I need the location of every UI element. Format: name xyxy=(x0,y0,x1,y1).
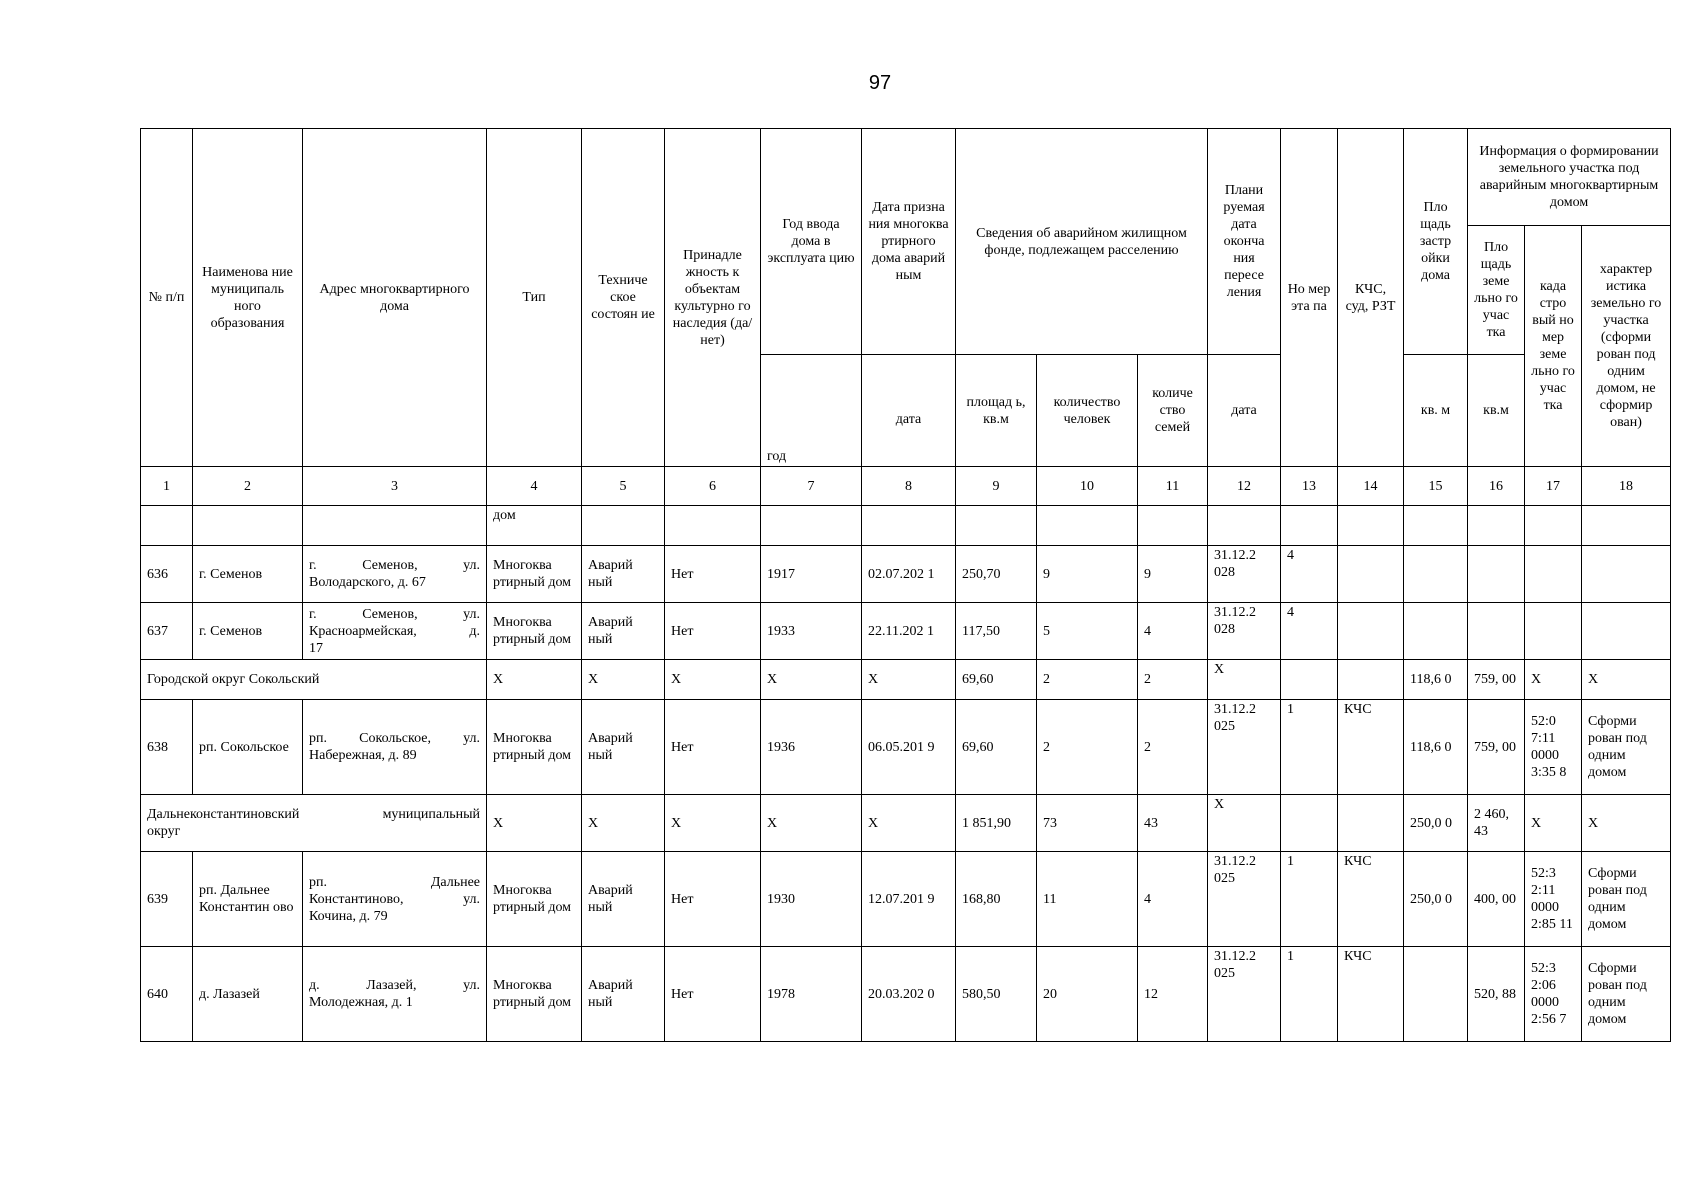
cell-build-area: 118,6 0 xyxy=(1404,660,1468,700)
cell-stage: 4 xyxy=(1281,603,1338,660)
header-heritage: Принадле жность к объектам культурно го наследия (да/нет) xyxy=(665,129,761,467)
cell-kchs: КЧС xyxy=(1338,700,1404,795)
header-area: площад ь, кв.м xyxy=(956,355,1037,467)
cell-stage: 1 xyxy=(1281,852,1338,947)
table-row xyxy=(141,700,1671,795)
cell-state: X xyxy=(582,660,665,700)
header-recognition-date: Дата призна ния многоква ртирного дома аварий ным xyxy=(862,129,956,355)
cell-type: дом xyxy=(487,506,582,546)
cell-plot-area xyxy=(1468,603,1525,660)
table-row xyxy=(141,603,1671,660)
column-number: 8 xyxy=(862,467,956,506)
column-number: 18 xyxy=(1582,467,1671,506)
cell-plot-char: Сформи рован под одним домом xyxy=(1582,852,1671,947)
cell-people: 5 xyxy=(1037,603,1138,660)
cell-build-area xyxy=(1404,546,1468,603)
cell-year: 1978 xyxy=(761,947,862,1042)
cell-plot-area: 2 460, 43 xyxy=(1468,795,1525,852)
cell-date: 02.07.202 1 xyxy=(862,546,956,603)
cell-mo: г. Семенов xyxy=(193,603,303,660)
table-row xyxy=(141,852,1671,947)
cell-kchs: КЧС xyxy=(1338,852,1404,947)
cell-plot-area xyxy=(1468,546,1525,603)
cell-area: 69,60 xyxy=(956,660,1037,700)
cell-date: X xyxy=(862,795,956,852)
cell-stage: 4 xyxy=(1281,546,1338,603)
cell-plot-char: X xyxy=(1582,795,1671,852)
cell-mo: г. Семенов xyxy=(193,546,303,603)
cell-mo: рп. Сокольское xyxy=(193,700,303,795)
cell-people: 2 xyxy=(1037,700,1138,795)
cell-type: Многоква ртирный дом xyxy=(487,852,582,947)
cell-families: 12 xyxy=(1138,947,1208,1042)
column-number: 17 xyxy=(1525,467,1582,506)
column-number: 4 xyxy=(487,467,582,506)
cell-type: Многоква ртирный дом xyxy=(487,546,582,603)
cell-date: X xyxy=(862,660,956,700)
cell-plan-date: 31.12.2 028 xyxy=(1208,546,1281,603)
header-build-area-sub: кв. м xyxy=(1404,355,1468,467)
cell-num: 638 xyxy=(141,700,193,795)
cell-heritage: Нет xyxy=(665,852,761,947)
cell-mo: рп. Дальнее Константин ово xyxy=(193,852,303,947)
page-number: 97 xyxy=(868,72,892,94)
cell-cadastral: 52:0 7:11 0000 3:35 8 xyxy=(1525,700,1582,795)
cell-num: 640 xyxy=(141,947,193,1042)
column-number: 13 xyxy=(1281,467,1338,506)
cell-area: 1 851,90 xyxy=(956,795,1037,852)
summary-name: Дальнеконстантиновский муниципальный округ xyxy=(141,795,487,852)
cell-date: 22.11.202 1 xyxy=(862,603,956,660)
column-number: 9 xyxy=(956,467,1037,506)
cell-plot-area: 759, 00 xyxy=(1468,700,1525,795)
cell-address: рп. Сокольское, ул. Набережная, д. 89 xyxy=(303,700,487,795)
continuation-row xyxy=(141,506,1671,546)
column-number: 1 xyxy=(141,467,193,506)
cell-kchs: КЧС xyxy=(1338,947,1404,1042)
column-number: 2 xyxy=(193,467,303,506)
cell-plan-date: 31.12.2 028 xyxy=(1208,603,1281,660)
header-kchs: КЧС, суд, РЗТ xyxy=(1338,129,1404,467)
cell-heritage: Нет xyxy=(665,603,761,660)
cell-area: 168,80 xyxy=(956,852,1037,947)
header-planned-date-sub: дата xyxy=(1208,355,1281,467)
header-planned-date: Плани руемая дата оконча ния пересе ления xyxy=(1208,129,1281,355)
cell-type: Многоква ртирный дом xyxy=(487,700,582,795)
cell-year: 1917 xyxy=(761,546,862,603)
cell-date: 12.07.201 9 xyxy=(862,852,956,947)
cell-kchs xyxy=(1338,603,1404,660)
cell-year: X xyxy=(761,660,862,700)
cell-num: 639 xyxy=(141,852,193,947)
cell-address: д. Лазазей, ул. Молодежная, д. 1 xyxy=(303,947,487,1042)
table-row xyxy=(141,546,1671,603)
header-plot-area-sub: кв.м xyxy=(1468,355,1525,467)
summary-row xyxy=(141,795,1671,852)
cell-state: Аварий ный xyxy=(582,546,665,603)
cell-area: 580,50 xyxy=(956,947,1037,1042)
header-type: Тип xyxy=(487,129,582,467)
cell-type: Многоква ртирный дом xyxy=(487,947,582,1042)
cell-heritage: Нет xyxy=(665,700,761,795)
table-row xyxy=(141,947,1671,1042)
cell-state: Аварий ный xyxy=(582,700,665,795)
cell-plot-area: 400, 00 xyxy=(1468,852,1525,947)
cell-build-area: 250,0 0 xyxy=(1404,795,1468,852)
cell-people: 20 xyxy=(1037,947,1138,1042)
header-people: количество человек xyxy=(1037,355,1138,467)
cell-cadastral: X xyxy=(1525,795,1582,852)
cell-plot-area: 759, 00 xyxy=(1468,660,1525,700)
cell-heritage: X xyxy=(665,795,761,852)
column-number: 14 xyxy=(1338,467,1404,506)
summary-name: Городской округ Сокольский xyxy=(141,660,487,700)
header-mo: Наименова ние муниципаль ного образования xyxy=(193,129,303,467)
column-number: 10 xyxy=(1037,467,1138,506)
cell-plan-date: X xyxy=(1208,795,1281,852)
cell-stage: 1 xyxy=(1281,700,1338,795)
header-address: Адрес многоквартирного дома xyxy=(303,129,487,467)
cell-address: г. Семенов, ул. Красноармейская, д. 17 xyxy=(303,603,487,660)
cell-plan-date: 31.12.2 025 xyxy=(1208,852,1281,947)
cell-area: 250,70 xyxy=(956,546,1037,603)
header-build-area: Пло щадь застр ойки дома xyxy=(1404,129,1468,355)
header-state: Техниче ское состоян ие xyxy=(582,129,665,467)
column-number: 15 xyxy=(1404,467,1468,506)
cell-build-area: 250,0 0 xyxy=(1404,852,1468,947)
cell-plan-date: 31.12.2 025 xyxy=(1208,947,1281,1042)
header-num: № п/п xyxy=(141,129,193,467)
cell-build-area xyxy=(1404,603,1468,660)
header-plot-area: Пло щадь земе льно го учас тка xyxy=(1468,226,1525,355)
cell-people: 9 xyxy=(1037,546,1138,603)
column-numbers-row xyxy=(141,467,1671,506)
emergency-housing-table xyxy=(140,128,1671,1042)
cell-people: 11 xyxy=(1037,852,1138,947)
cell-plot-char: X xyxy=(1582,660,1671,700)
cell-cadastral xyxy=(1525,546,1582,603)
cell-plan-date: X xyxy=(1208,660,1281,700)
cell-kchs xyxy=(1338,546,1404,603)
cell-year: 1936 xyxy=(761,700,862,795)
header-families: количе ство семей xyxy=(1138,355,1208,467)
cell-cadastral: X xyxy=(1525,660,1582,700)
cell-build-area xyxy=(1404,947,1468,1042)
column-number: 6 xyxy=(665,467,761,506)
cell-type: X xyxy=(487,660,582,700)
cell-cadastral: 52:3 2:06 0000 2:56 7 xyxy=(1525,947,1582,1042)
cell-type: X xyxy=(487,795,582,852)
cell-mo: д. Лазазей xyxy=(193,947,303,1042)
cell-families: 9 xyxy=(1138,546,1208,603)
cell-families: 4 xyxy=(1138,603,1208,660)
cell-people: 2 xyxy=(1037,660,1138,700)
cell-plot-char: Сформи рован под одним домом xyxy=(1582,947,1671,1042)
cell-date: 06.05.201 9 xyxy=(862,700,956,795)
header-cadastral: када стро вый но мер земе льно го учас тка xyxy=(1525,226,1582,467)
header-stage: Но мер эта па xyxy=(1281,129,1338,467)
cell-type: Многоква ртирный дом xyxy=(487,603,582,660)
cell-area: 117,50 xyxy=(956,603,1037,660)
cell-year: 1933 xyxy=(761,603,862,660)
header-date-sub: дата xyxy=(862,355,956,467)
column-number: 11 xyxy=(1138,467,1208,506)
cell-cadastral: 52:3 2:11 0000 2:85 11 xyxy=(1525,852,1582,947)
column-number: 3 xyxy=(303,467,487,506)
column-number: 12 xyxy=(1208,467,1281,506)
header-emergency-fund: Сведения об аварийном жилищном фонде, подлежащем расселению xyxy=(956,129,1208,355)
cell-build-area: 118,6 0 xyxy=(1404,700,1468,795)
column-number: 5 xyxy=(582,467,665,506)
column-number: 7 xyxy=(761,467,862,506)
cell-state: X xyxy=(582,795,665,852)
cell-state: Аварий ный xyxy=(582,603,665,660)
column-number: 16 xyxy=(1468,467,1525,506)
cell-num: 636 xyxy=(141,546,193,603)
cell-address: г. Семенов, ул. Володарского, д. 67 xyxy=(303,546,487,603)
cell-heritage: X xyxy=(665,660,761,700)
cell-plot-char: Сформи рован под одним домом xyxy=(1582,700,1671,795)
cell-families: 2 xyxy=(1138,660,1208,700)
cell-families: 4 xyxy=(1138,852,1208,947)
cell-stage: 1 xyxy=(1281,947,1338,1042)
cell-num: 637 xyxy=(141,603,193,660)
header-land-plot-info: Информация о формировании земельного участка под аварийным многоквартирным домом xyxy=(1468,129,1671,226)
cell-families: 2 xyxy=(1138,700,1208,795)
cell-heritage: Нет xyxy=(665,546,761,603)
cell-state: Аварий ный xyxy=(582,947,665,1042)
cell-cadastral xyxy=(1525,603,1582,660)
header-plot-char: характер истика земельно го участка (сформи рован под одним домом, не сформир ован) xyxy=(1582,226,1671,467)
header-row-1 xyxy=(141,129,1671,226)
cell-address: рп. Дальнее Константиново, ул. Кочина, д. 79 xyxy=(303,852,487,947)
header-year-sub: год xyxy=(761,355,862,467)
summary-row xyxy=(141,660,1671,700)
cell-plan-date: 31.12.2 025 xyxy=(1208,700,1281,795)
cell-plot-char xyxy=(1582,603,1671,660)
cell-year: X xyxy=(761,795,862,852)
cell-families: 43 xyxy=(1138,795,1208,852)
cell-date: 20.03.202 0 xyxy=(862,947,956,1042)
cell-plot-char xyxy=(1582,546,1671,603)
cell-area: 69,60 xyxy=(956,700,1037,795)
cell-year: 1930 xyxy=(761,852,862,947)
cell-state: Аварий ный xyxy=(582,852,665,947)
cell-heritage: Нет xyxy=(665,947,761,1042)
cell-people: 73 xyxy=(1037,795,1138,852)
cell-plot-area: 520, 88 xyxy=(1468,947,1525,1042)
header-year: Год ввода дома в эксплуата цию xyxy=(761,129,862,355)
